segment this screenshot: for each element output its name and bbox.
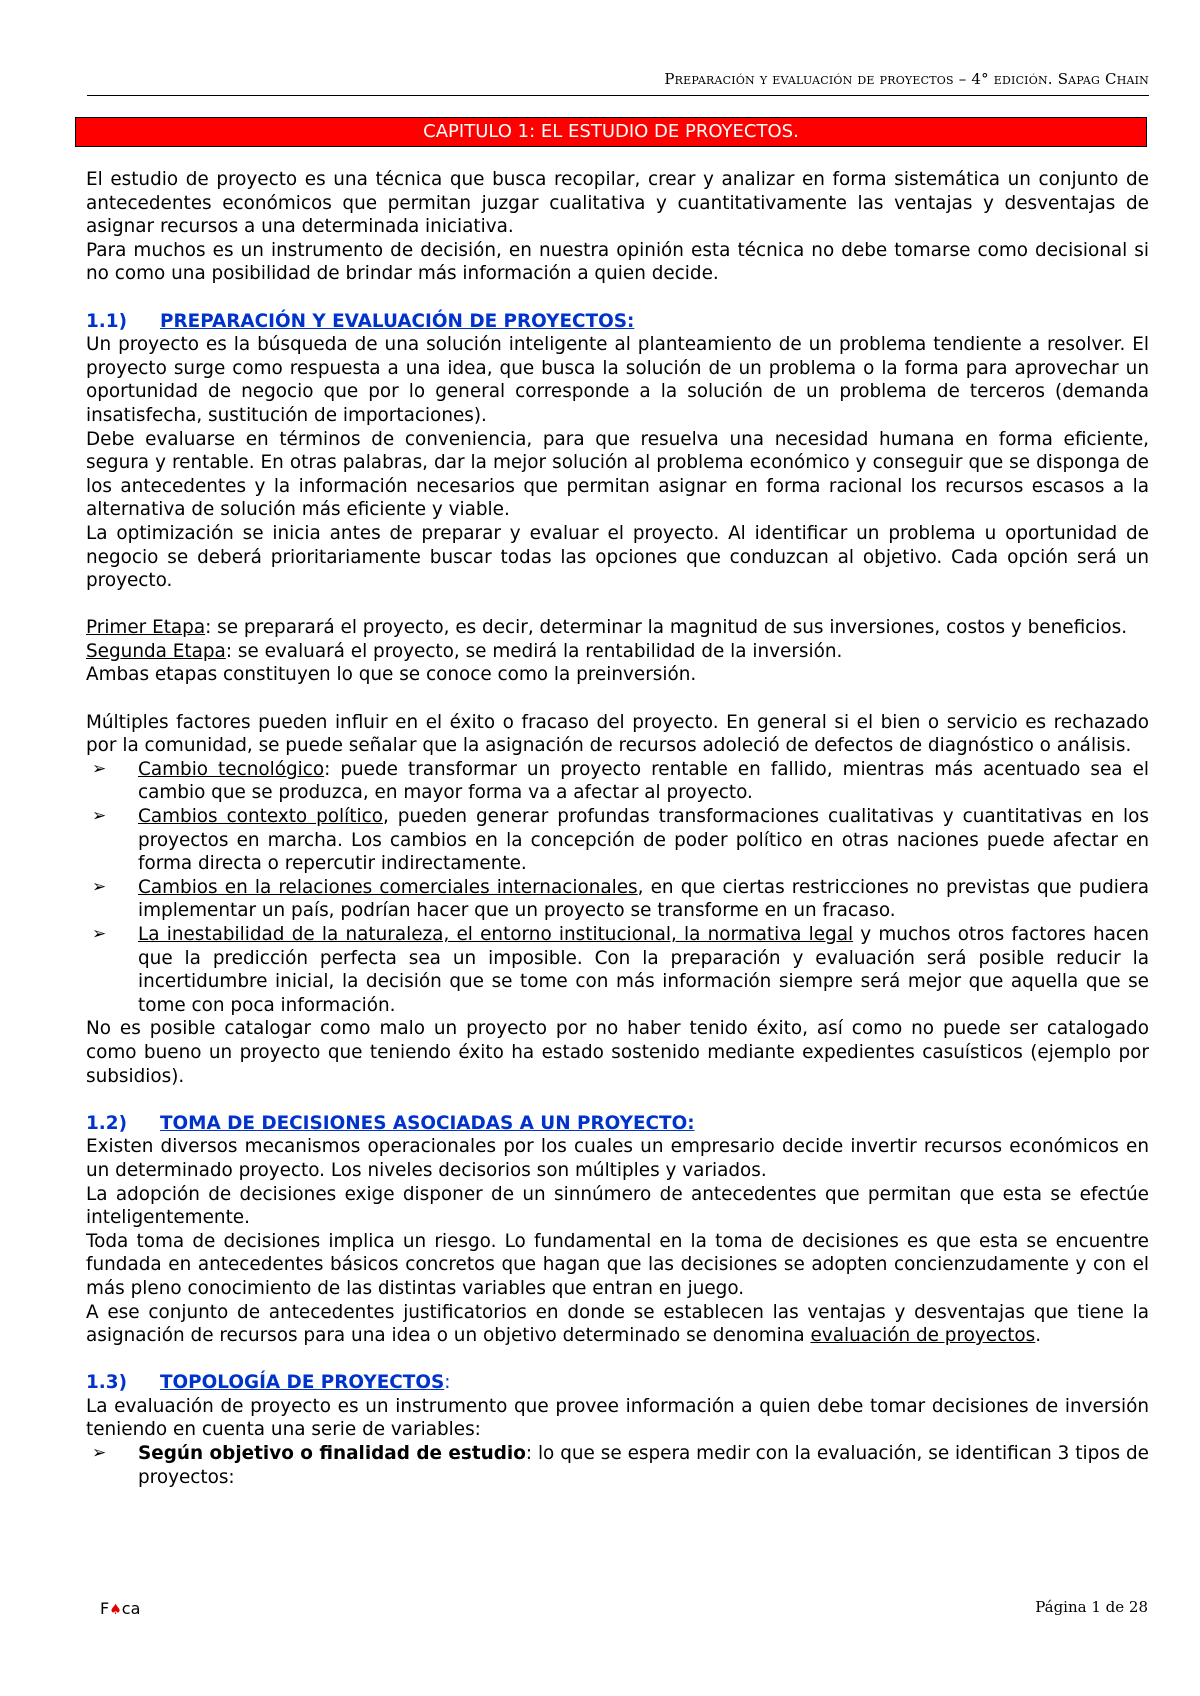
bullet-text: : lo que se espera medir con la evaluación, se identifican 3 tipos de proyectos: [138, 1443, 1149, 1488]
factor-text: : puede transformar un proyecto rentable en fallido, mientras más acentuado sea el cambio que se produzca, en mayor forma va a afectar al proyecto. [138, 758, 1149, 804]
document-body [86, 168, 1149, 1489]
paragraph: Debe evaluarse en términos de conveniencia, para que resuelva una necesidad humana en forma eficiente, segura y rentable. En otras palabras, dar la mejor solución al problema económico y conseguir que se disponga de los antecedentes y la información necesarios que permitan asignar en forma racional los recursos escasos a la alternativa de solución más eficiente y viable. [86, 428, 1149, 521]
list-item [86, 876, 1149, 923]
arrow-bullet-icon: ➢ [92, 1443, 107, 1464]
section-heading-1-3 [86, 1371, 1149, 1395]
paragraph-text: A ese conjunto de antecedentes justificatorios en donde se establecen las ventajas y desventajas que tiene la asignación de recursos para una idea o un objetivo determinado se denomina [86, 1301, 1149, 1347]
stage-label: Primer Etapa [86, 617, 206, 639]
section-number: 1.2) [86, 1112, 127, 1134]
section-heading-1-1 [86, 310, 1149, 334]
list-item [86, 758, 1149, 805]
arrow-bullet-icon: ➢ [92, 758, 107, 779]
intro-paragraph: Para muchos es un instrumento de decisión, en nuestra opinión esta técnica no debe tomarse como decisional si no como una posibilidad de brindar más información a quien decide. [86, 239, 1149, 285]
section-number: 1.3) [86, 1372, 127, 1394]
stage-label: Segunda Etapa [86, 640, 226, 662]
paragraph: Ambas etapas constituyen lo que se conoce como la preinversión. [86, 664, 697, 686]
paragraph-end: . [1035, 1325, 1042, 1347]
paragraph: Toda toma de decisiones implica un riesgo. Lo fundamental en la toma de decisiones es que esta se encuentre fundada en antecedentes básicos concretos que hagan que las decisiones se adopten concienzudamente y con el más pleno conocimiento de las distintas variables que entran en juego. [86, 1230, 1149, 1299]
list-item [86, 1442, 1149, 1489]
list-item [86, 923, 1149, 1017]
factor-label: Cambio tecnológico [138, 758, 325, 780]
factors-list [86, 758, 1149, 1018]
paragraph: Existen diversos mecanismos operacionales por los cuales un empresario decide invertir recursos económicos en un determinado proyecto. Los niveles decisorios son múltiples y variados. [86, 1136, 1149, 1181]
factor-text: , en que ciertas restricciones no previstas que pudiera implementar un país, podrían hacer que un proyecto se transforme en un fracaso. [138, 876, 1149, 922]
factor-label: Cambios en la relaciones comerciales internacionales [138, 876, 638, 898]
section-heading-1-2 [86, 1112, 1149, 1136]
stage-paragraph [86, 616, 1149, 640]
section-title: TOPOLOGÍA DE PROYECTOS [160, 1372, 445, 1394]
arrow-bullet-icon: ➢ [92, 924, 107, 944]
paragraph: No es posible catalogar como malo un proyecto por no haber tenido éxito, así como no puede ser catalogado como bueno un proyecto que teniendo éxito ha estado sostenido mediante expedientes casuísticos (ejemplo por subsidios). [86, 1018, 1149, 1087]
chapter-title: CAPITULO 1: EL ESTUDIO DE PROYECTOS. [75, 117, 1147, 147]
section-title-suffix: : [444, 1372, 451, 1394]
stage-paragraph [86, 640, 1149, 664]
bullet-bold-label: Según objetivo o finalidad de estudio [138, 1443, 526, 1465]
factor-label: Cambios contexto político [138, 806, 383, 828]
page-number: Página 1 de 28 [1035, 1598, 1148, 1616]
stage-text: : se evaluará el proyecto, se medirá la rentabilidad de la inversión. [225, 640, 843, 662]
factor-label: La inestabilidad de la naturaleza, el entorno institucional, la normativa legal [138, 924, 854, 945]
footer-author-prefix: F [100, 1599, 110, 1618]
section-title: TOMA DE DECISIONES ASOCIADAS A UN PROYECTO: [160, 1112, 695, 1134]
paragraph: La evaluación de proyecto es un instrumento que provee información a quien debe tomar decisiones de inversión teniendo en cuenta una serie de variables: [86, 1395, 1149, 1441]
defined-term: evaluación de proyectos [810, 1325, 1036, 1347]
intro-paragraph: El estudio de proyecto es una técnica que busca recopilar, crear y analizar en forma sistemática un conjunto de antecedentes económicos que permitan juzgar cualitativa y cuantitativamente las ventajas y desventajas de asignar recursos a una determinada iniciativa. [86, 169, 1149, 238]
paragraph: Un proyecto es la búsqueda de una solución inteligente al planteamiento de un problema tendiente a resolver. El proyecto surge como respuesta a una idea, que busca la solución de un problema o la forma para aprovechar un oportunidad de negocio que por lo general corresponde a la solución de un problema de terceros (demanda insatisfecha, sustitución de importaciones). [86, 334, 1149, 426]
factor-text: , pueden generar profundas transformaciones cualitativas y cuantitativas en los proyectos en marcha. Los cambios en la concepción de poder político en otras naciones puede afectar en forma directa o repercutir indirectamente. [138, 806, 1150, 875]
paragraph [86, 1301, 1149, 1348]
paragraph: Múltiples factores pueden influir en el éxito o fracaso del proyecto. En general si el bien o servicio es rechazado por la comunidad, se puede señalar que la asignación de recursos adoleció de defectos de diagnóstico o análisis. [86, 711, 1149, 757]
factor-text: y muchos otros factores hacen que la predicción perfecta sea un imposible. Con la preparación y evaluación será posible reducir la incertidumbre inicial, la decisión que se tome con más información siempre será mejor que aquella que se tome con poca información. [138, 924, 1149, 1016]
arrow-bullet-icon: ➢ [92, 876, 107, 897]
running-header: Preparación y evaluación de proyectos – 4° edición. Sapag Chain [664, 70, 1149, 88]
stage-text: : se preparará el proyecto, es decir, determinar la magnitud de sus inversiones, costos y beneficios. [205, 617, 1128, 639]
heart-icon: ♠ [109, 1602, 122, 1618]
footer-author-suffix: ca [121, 1599, 141, 1618]
typology-list [86, 1442, 1149, 1489]
paragraph: La adopción de decisiones exige disponer de un sinnúmero de antecedentes que permitan que esta se efectúe inteligentemente. [86, 1183, 1149, 1229]
section-number: 1.1) [86, 310, 127, 332]
paragraph: La optimización se inicia antes de preparar y evaluar el proyecto. Al identificar un problema u oportunidad de negocio se deberá prioritariamente buscar todas las opciones que conduzcan al objetivo. Cada opción será un proyecto. [86, 522, 1149, 592]
section-title: PREPARACIÓN Y EVALUACIÓN DE PROYECTOS: [160, 310, 635, 332]
header-rule [87, 95, 1149, 96]
list-item [86, 805, 1149, 876]
footer-author [100, 1599, 140, 1618]
arrow-bullet-icon: ➢ [92, 806, 107, 827]
